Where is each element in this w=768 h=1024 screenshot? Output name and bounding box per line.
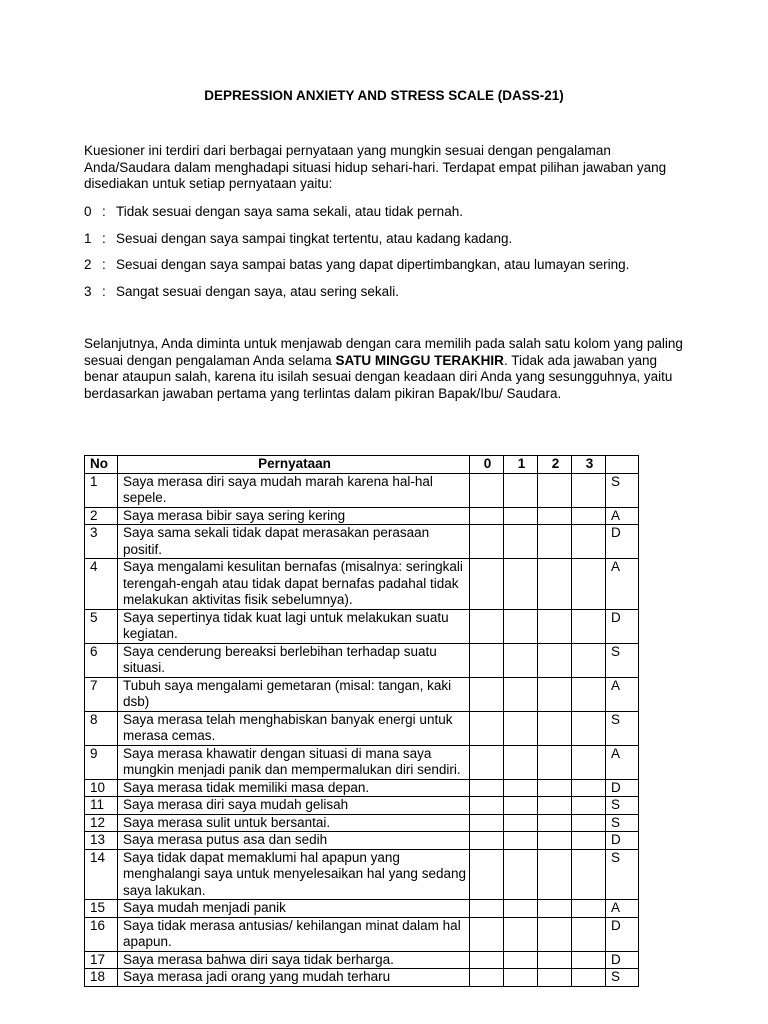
row-category: A <box>606 559 639 610</box>
row-category: A <box>606 677 639 711</box>
document-title: DEPRESSION ANXIETY AND STRESS SCALE (DASS-21) <box>204 88 564 103</box>
score-cell-2[interactable] <box>538 797 572 815</box>
table-row <box>85 643 639 677</box>
row-statement: Saya merasa bibir saya sering kering <box>118 507 470 525</box>
row-statement: Saya merasa khawatir dengan situasi di mana saya mungkin menjadi panik dan mempermalukan diri sendiri. <box>118 745 470 779</box>
row-statement: Saya cenderung bereaksi berlebihan terhadap suatu situasi. <box>118 643 470 677</box>
score-cell-3[interactable] <box>572 525 606 559</box>
row-statement: Saya mengalami kesulitan bernafas (misalnya: seringkali terengah-engah atau tidak dapat bernafas padahal tidak melakukan aktivitas fisik sebelumnya). <box>118 559 470 610</box>
score-cell-0[interactable] <box>470 779 504 797</box>
score-cell-0[interactable] <box>470 832 504 850</box>
option-number: 1 <box>84 231 92 246</box>
score-cell-1[interactable] <box>504 969 538 987</box>
score-cell-2[interactable] <box>538 917 572 951</box>
row-number: 17 <box>85 951 118 969</box>
score-cell-1[interactable] <box>504 473 538 507</box>
score-cell-0[interactable] <box>470 951 504 969</box>
header-score-3: 3 <box>572 456 606 474</box>
score-cell-1[interactable] <box>504 797 538 815</box>
option-colon: : <box>102 284 106 299</box>
table-row <box>85 677 639 711</box>
row-statement: Saya merasa bahwa diri saya tidak berharga. <box>118 951 470 969</box>
instruction-emphasis: SATU MINGGU TERAKHIR <box>335 352 504 368</box>
score-cell-3[interactable] <box>572 832 606 850</box>
score-cell-3[interactable] <box>572 609 606 643</box>
score-cell-3[interactable] <box>572 507 606 525</box>
score-cell-1[interactable] <box>504 849 538 900</box>
row-number: 11 <box>85 797 118 815</box>
score-cell-3[interactable] <box>572 917 606 951</box>
row-number: 12 <box>85 814 118 832</box>
instruction-text-before: Selanjutnya, Anda diminta untuk menjawab dengan cara memilih pada salah satu kolom yang paling sesuai dengan pengalaman Anda selama <box>84 336 683 368</box>
row-statement: Saya merasa sulit untuk bersantai. <box>118 814 470 832</box>
row-number: 9 <box>85 745 118 779</box>
score-cell-2[interactable] <box>538 745 572 779</box>
table-row <box>85 900 639 918</box>
row-category: S <box>606 969 639 987</box>
table-header-row <box>85 456 639 474</box>
row-category: S <box>606 711 639 745</box>
row-number: 6 <box>85 643 118 677</box>
score-cell-2[interactable] <box>538 507 572 525</box>
table-row <box>85 525 639 559</box>
table-row <box>85 951 639 969</box>
row-number: 1 <box>85 473 118 507</box>
score-cell-1[interactable] <box>504 917 538 951</box>
table-row <box>85 559 639 610</box>
table-row <box>85 473 639 507</box>
score-cell-2[interactable] <box>538 900 572 918</box>
header-score-2: 2 <box>538 456 572 474</box>
score-cell-1[interactable] <box>504 525 538 559</box>
table-row <box>85 711 639 745</box>
score-cell-2[interactable] <box>538 525 572 559</box>
row-statement: Saya merasa jadi orang yang mudah terharu <box>118 969 470 987</box>
row-number: 5 <box>85 609 118 643</box>
row-category: D <box>606 609 639 643</box>
score-cell-1[interactable] <box>504 711 538 745</box>
score-cell-2[interactable] <box>538 559 572 610</box>
score-cell-1[interactable] <box>504 677 538 711</box>
option-3 <box>84 284 704 301</box>
score-cell-1[interactable] <box>504 900 538 918</box>
option-1 <box>84 231 704 248</box>
score-cell-2[interactable] <box>538 711 572 745</box>
dass-table <box>84 455 639 987</box>
table-row <box>85 832 639 850</box>
score-cell-2[interactable] <box>538 677 572 711</box>
score-cell-3[interactable] <box>572 745 606 779</box>
score-cell-0[interactable] <box>470 507 504 525</box>
score-cell-0[interactable] <box>470 900 504 918</box>
score-cell-0[interactable] <box>470 917 504 951</box>
score-cell-2[interactable] <box>538 643 572 677</box>
score-cell-3[interactable] <box>572 711 606 745</box>
row-number: 13 <box>85 832 118 850</box>
row-number: 4 <box>85 559 118 610</box>
option-2 <box>84 257 704 274</box>
intro-paragraph: Kuesioner ini terdiri dari berbagai pernyataan yang mungkin sesuai dengan pengalaman Anda/Saudara dalam menghadapi situasi hidup sehari-hari. Terdapat empat pilihan jawaban yang disediakan untuk setiap pernyataan yaitu: <box>84 143 667 191</box>
score-cell-3[interactable] <box>572 559 606 610</box>
score-cell-3[interactable] <box>572 643 606 677</box>
row-number: 18 <box>85 969 118 987</box>
score-cell-2[interactable] <box>538 779 572 797</box>
row-category: A <box>606 900 639 918</box>
score-cell-1[interactable] <box>504 507 538 525</box>
option-text: Tidak sesuai dengan saya sama sekali, atau tidak pernah. <box>116 204 463 219</box>
row-category: D <box>606 779 639 797</box>
table-row <box>85 507 639 525</box>
score-cell-0[interactable] <box>470 745 504 779</box>
header-no: No <box>85 456 118 474</box>
row-category: D <box>606 525 639 559</box>
row-number: 8 <box>85 711 118 745</box>
table-row <box>85 849 639 900</box>
row-number: 7 <box>85 677 118 711</box>
score-cell-0[interactable] <box>470 559 504 610</box>
option-number: 2 <box>84 257 92 272</box>
score-cell-0[interactable] <box>470 711 504 745</box>
option-number: 0 <box>84 204 92 219</box>
score-cell-3[interactable] <box>572 849 606 900</box>
score-cell-1[interactable] <box>504 951 538 969</box>
score-cell-3[interactable] <box>572 814 606 832</box>
instruction-text-after: . Tidak ada jawaban yang benar ataupun salah, karena itu isilah sesuai dengan keadaan diri Anda yang sesungguhnya, yaitu berdasarkan jawaban pertama yang terlintas dalam pikiran Bapak/Ibu/ Saudara. <box>84 352 673 401</box>
row-category: D <box>606 917 639 951</box>
score-cell-3[interactable] <box>572 779 606 797</box>
score-cell-2[interactable] <box>538 473 572 507</box>
score-cell-1[interactable] <box>504 779 538 797</box>
row-statement: Saya tidak merasa antusias/ kehilangan minat dalam hal apapun. <box>118 917 470 951</box>
option-0 <box>84 204 704 221</box>
option-text: Sesuai dengan saya sampai tingkat tertentu, atau kadang kadang. <box>116 231 513 246</box>
row-category: S <box>606 643 639 677</box>
header-score-1: 1 <box>504 456 538 474</box>
option-colon: : <box>102 257 106 272</box>
row-statement: Saya merasa putus asa dan sedih <box>118 832 470 850</box>
header-score-0: 0 <box>470 456 504 474</box>
row-number: 2 <box>85 507 118 525</box>
row-category: S <box>606 849 639 900</box>
score-cell-1[interactable] <box>504 745 538 779</box>
row-category: D <box>606 951 639 969</box>
row-number: 15 <box>85 900 118 918</box>
option-text: Sesuai dengan saya sampai batas yang dapat dipertimbangkan, atau lumayan sering. <box>116 257 630 272</box>
row-number: 16 <box>85 917 118 951</box>
score-cell-3[interactable] <box>572 951 606 969</box>
score-cell-0[interactable] <box>470 525 504 559</box>
row-category: A <box>606 745 639 779</box>
table-body <box>85 473 639 986</box>
row-category: A <box>606 507 639 525</box>
score-cell-1[interactable] <box>504 643 538 677</box>
table-row <box>85 917 639 951</box>
row-statement: Saya mudah menjadi panik <box>118 900 470 918</box>
score-cell-1[interactable] <box>504 814 538 832</box>
score-cell-0[interactable] <box>470 797 504 815</box>
score-cell-0[interactable] <box>470 814 504 832</box>
row-category: S <box>606 473 639 507</box>
score-cell-0[interactable] <box>470 969 504 987</box>
option-colon: : <box>102 231 106 246</box>
row-category: S <box>606 797 639 815</box>
score-cell-0[interactable] <box>470 849 504 900</box>
table-row <box>85 969 639 987</box>
score-cell-0[interactable] <box>470 473 504 507</box>
row-statement: Saya tidak dapat memaklumi hal apapun yang menghalangi saya untuk menyelesaikan hal yang sedang saya lakukan. <box>118 849 470 900</box>
row-statement: Saya merasa diri saya mudah gelisah <box>118 797 470 815</box>
row-category: D <box>606 832 639 850</box>
option-text: Sangat sesuai dengan saya, atau sering sekali. <box>116 284 399 299</box>
score-cell-0[interactable] <box>470 643 504 677</box>
row-statement: Tubuh saya mengalami gemetaran (misal: tangan, kaki dsb) <box>118 677 470 711</box>
score-cell-1[interactable] <box>504 832 538 850</box>
table-row <box>85 779 639 797</box>
row-number: 3 <box>85 525 118 559</box>
score-cell-2[interactable] <box>538 969 572 987</box>
score-cell-3[interactable] <box>572 797 606 815</box>
score-cell-1[interactable] <box>504 559 538 610</box>
option-number: 3 <box>84 284 92 299</box>
row-statement: Saya sepertinya tidak kuat lagi untuk melakukan suatu kegiatan. <box>118 609 470 643</box>
score-cell-3[interactable] <box>572 677 606 711</box>
table-row <box>85 797 639 815</box>
score-cell-2[interactable] <box>538 951 572 969</box>
row-statement: Saya merasa tidak memiliki masa depan. <box>118 779 470 797</box>
score-cell-2[interactable] <box>538 832 572 850</box>
table-row <box>85 745 639 779</box>
score-cell-0[interactable] <box>470 677 504 711</box>
score-cell-3[interactable] <box>572 969 606 987</box>
score-cell-3[interactable] <box>572 900 606 918</box>
row-number: 14 <box>85 849 118 900</box>
row-number: 10 <box>85 779 118 797</box>
header-category <box>606 456 639 474</box>
table-row <box>85 609 639 643</box>
option-colon: : <box>102 204 106 219</box>
row-category: S <box>606 814 639 832</box>
score-cell-2[interactable] <box>538 849 572 900</box>
score-cell-2[interactable] <box>538 814 572 832</box>
header-statement: Pernyataan <box>118 456 470 474</box>
score-cell-0[interactable] <box>470 609 504 643</box>
score-cell-3[interactable] <box>572 473 606 507</box>
row-statement: Saya merasa telah menghabiskan banyak energi untuk merasa cemas. <box>118 711 470 745</box>
row-statement: Saya sama sekali tidak dapat merasakan perasaan positif. <box>118 525 470 559</box>
score-cell-1[interactable] <box>504 609 538 643</box>
instruction-paragraph <box>84 336 684 402</box>
row-statement: Saya merasa diri saya mudah marah karena hal-hal sepele. <box>118 473 470 507</box>
score-cell-2[interactable] <box>538 609 572 643</box>
table-row <box>85 814 639 832</box>
